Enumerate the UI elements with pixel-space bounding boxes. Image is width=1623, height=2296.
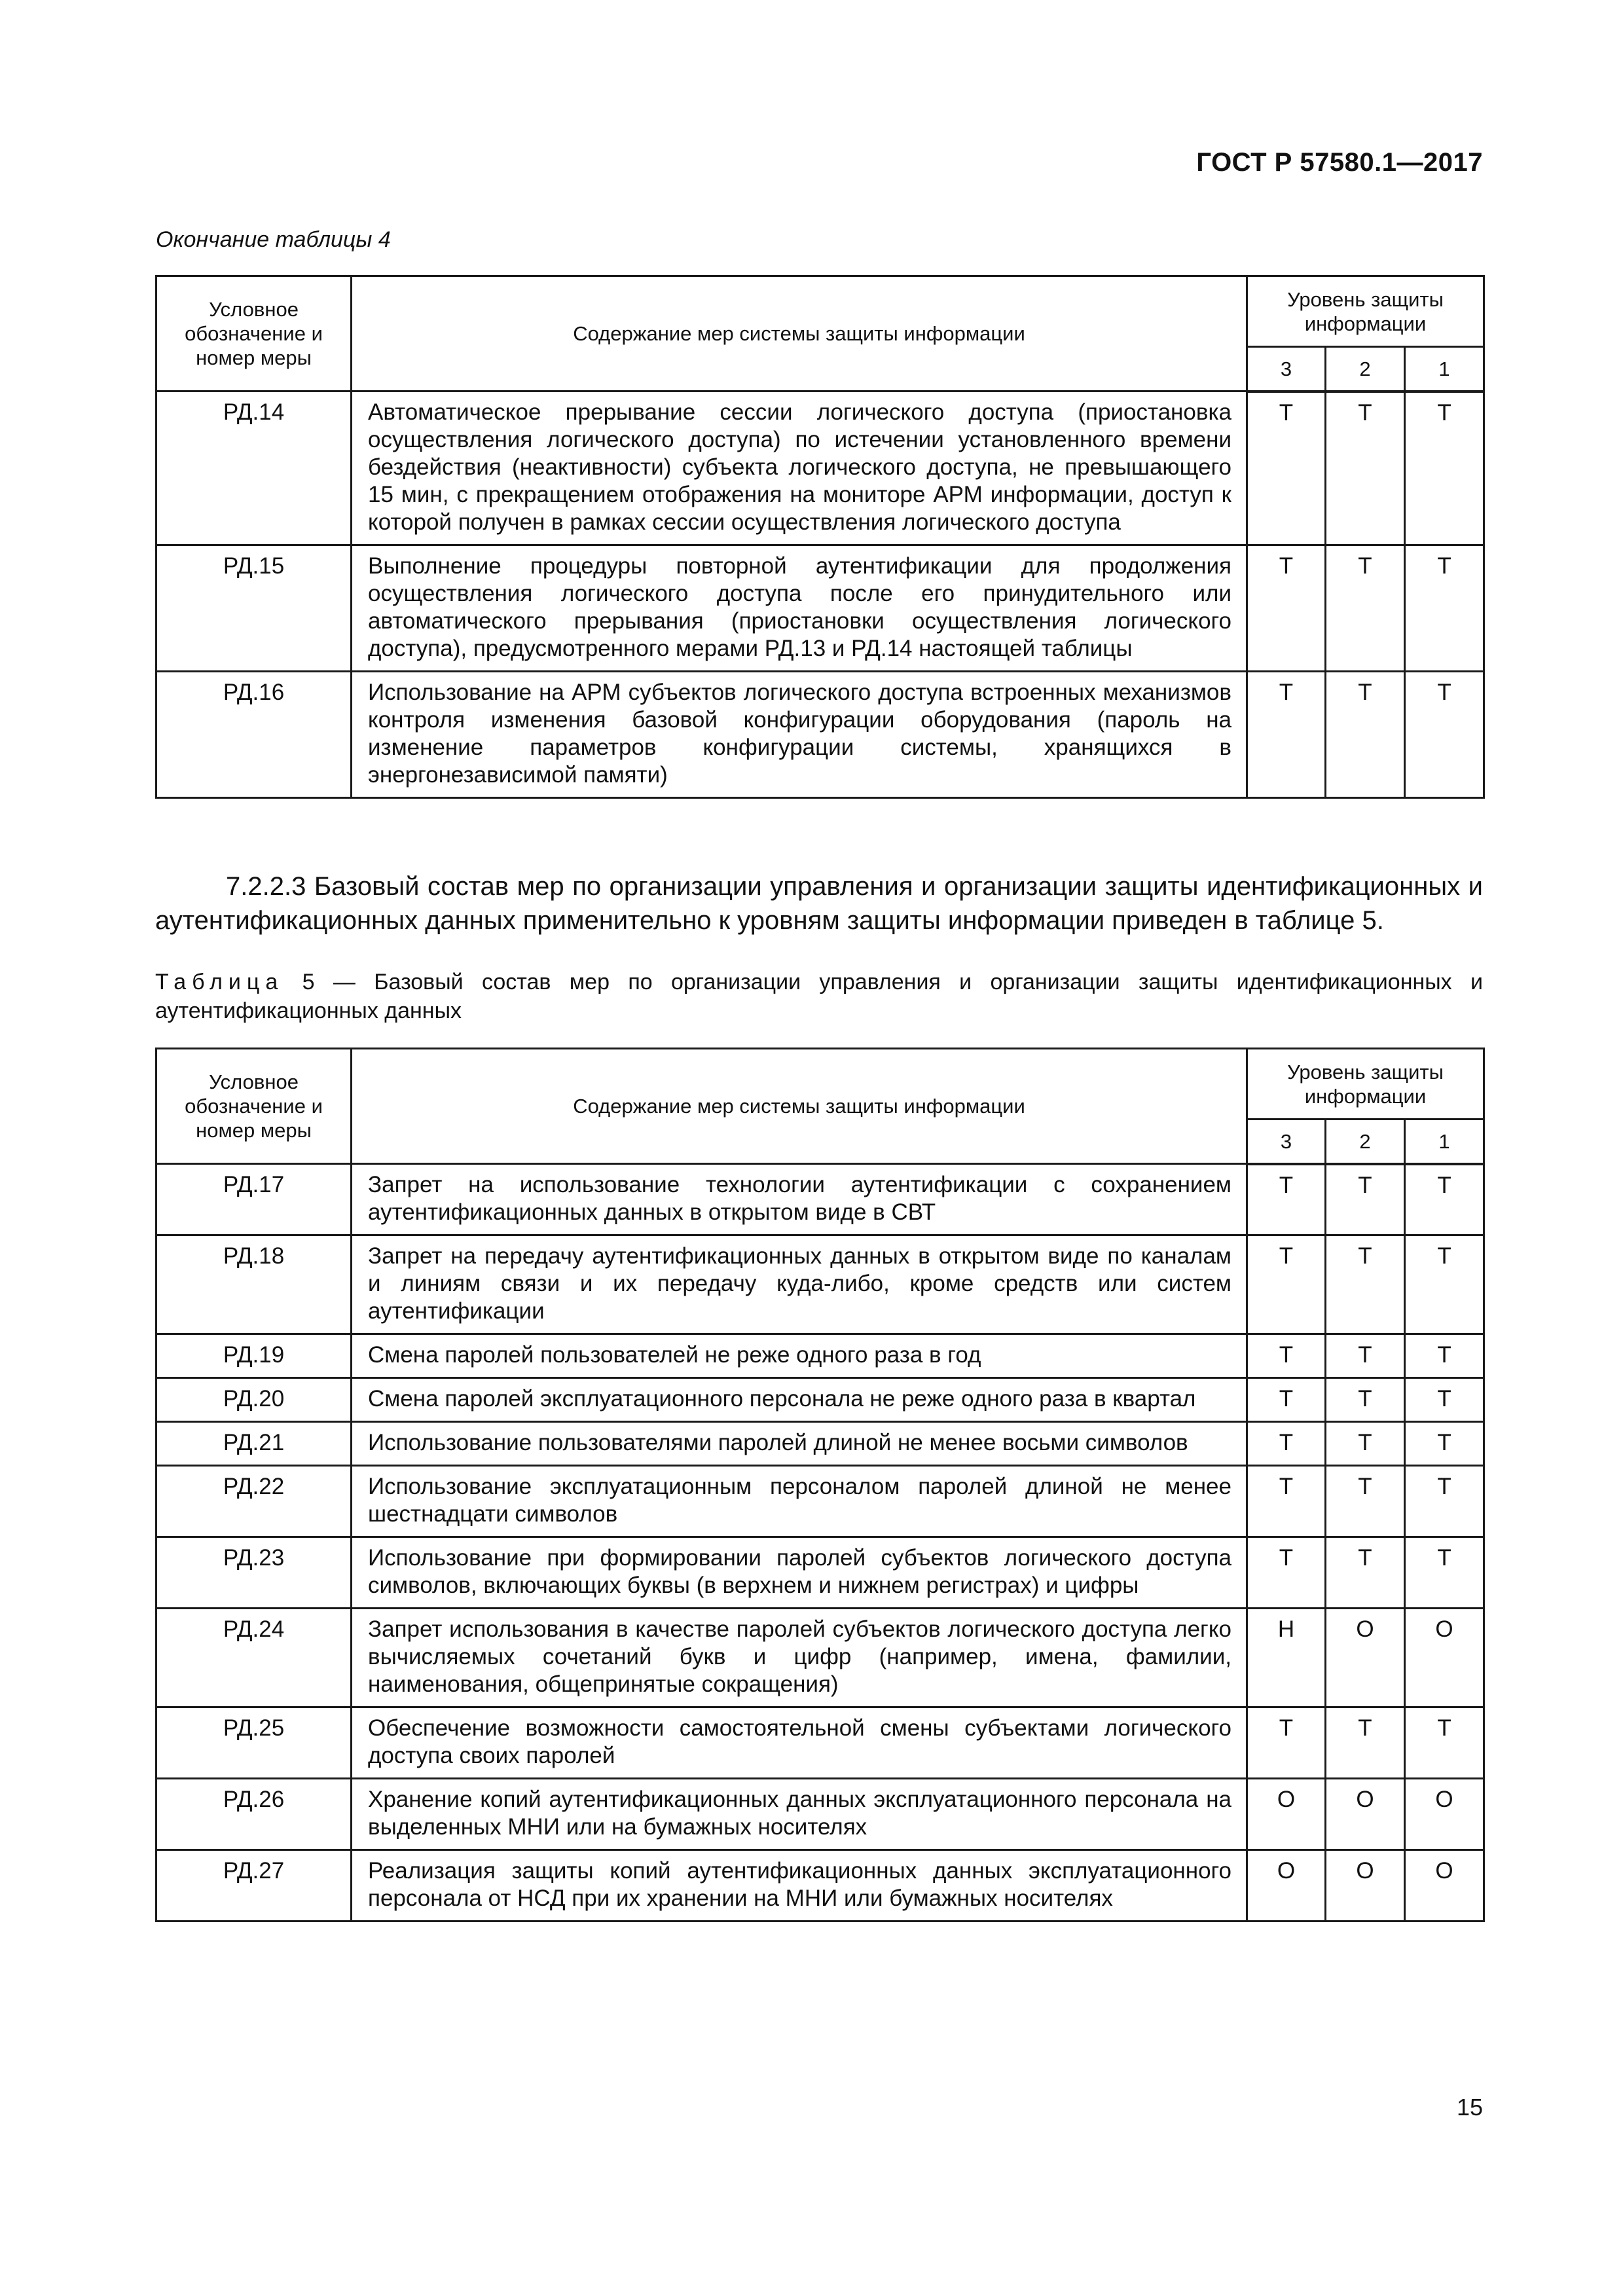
table4-body: [156, 392, 1484, 798]
level-3-value: Т: [1247, 545, 1326, 672]
table-row: [156, 1422, 1484, 1466]
level-1-value: Т: [1405, 1164, 1484, 1235]
level-2-value: Т: [1326, 1466, 1405, 1537]
measure-code: РД.15: [156, 545, 352, 672]
measure-description: Смена паролей пользователей не реже одного раза в год: [352, 1334, 1247, 1378]
table-row: [156, 1850, 1484, 1922]
level-2-value: Т: [1326, 1164, 1405, 1235]
standard-number: ГОСТ Р 57580.1—2017: [1196, 148, 1483, 177]
level-2-value: Т: [1326, 392, 1405, 545]
table-row: [156, 545, 1484, 672]
level-3-value: Т: [1247, 1334, 1326, 1378]
level-1-value: Т: [1405, 1537, 1484, 1609]
level-3-value: О: [1247, 1850, 1326, 1922]
measure-description: Использование пользователями паролей длиной не менее восьми символов: [352, 1422, 1247, 1466]
table-row: [156, 1334, 1484, 1378]
level-2-value: Т: [1326, 1334, 1405, 1378]
level-2-value: Т: [1326, 1422, 1405, 1466]
measure-description: Выполнение процедуры повторной аутентификации для продолжения осуществления логического доступа после его принудительного или автоматического прерывания (приостановки осуществления логического доступа), предусмотренного мерами РД.13 и РД.14 настоящей таблицы: [352, 545, 1247, 672]
table-row: [156, 672, 1484, 798]
measure-code: РД.23: [156, 1537, 352, 1609]
level-3-value: Т: [1247, 1164, 1326, 1235]
measure-description: Использование эксплуатационным персоналом паролей длиной не менее шестнадцати символов: [352, 1466, 1247, 1537]
level-1-value: Т: [1405, 545, 1484, 672]
level-3-value: Т: [1247, 1235, 1326, 1334]
table-row: [156, 1537, 1484, 1609]
table5-caption-label: Таблица: [155, 970, 284, 994]
page-number: 15: [1456, 2094, 1483, 2121]
table-row: [156, 1235, 1484, 1334]
header-level-2: 2: [1326, 347, 1405, 392]
level-2-value: Т: [1326, 1235, 1405, 1334]
measure-code: РД.22: [156, 1466, 352, 1537]
measure-description: Запрет на передачу аутентификационных данных в открытом виде по каналам и линиям связи и их передачу куда-либо, кроме средств или систем аутентификации: [352, 1235, 1247, 1334]
table5-caption-text: 5 — Базовый состав мер по организации управления и организации защиты идентификационных и аутентификационных данных: [155, 970, 1484, 1023]
table4: [155, 275, 1485, 799]
level-1-value: Т: [1405, 1378, 1484, 1422]
measure-code: РД.17: [156, 1164, 352, 1235]
measure-description: Запрет использования в качестве паролей субъектов логического доступа легко вычисляемых сочетаний букв и цифр (например, имена, фамилии, наименования, общепринятые сокращения): [352, 1609, 1247, 1707]
header-content: Содержание мер системы защиты информации: [352, 276, 1247, 392]
table-row: [156, 1378, 1484, 1422]
level-2-value: Т: [1326, 1378, 1405, 1422]
level-2-value: О: [1326, 1850, 1405, 1922]
level-1-value: О: [1405, 1779, 1484, 1850]
measure-description: Обеспечение возможности самостоятельной смены субъектами логического доступа своих паролей: [352, 1707, 1247, 1779]
table5-body: [156, 1164, 1484, 1922]
table-row: [156, 1164, 1484, 1235]
header-levels-group: Уровень защиты информации: [1247, 276, 1484, 347]
level-3-value: Т: [1247, 1422, 1326, 1466]
table5: [155, 1048, 1485, 1922]
level-2-value: Т: [1326, 1537, 1405, 1609]
level-1-value: Т: [1405, 1235, 1484, 1334]
measure-description: Автоматическое прерывание сессии логического доступа (приостановка осуществления логического доступа) по истечении установленного времени бездействия (неактивности) субъекта логического доступа, не превышающего 15 мин, с прекращением отображения на мониторе АРМ информации, доступ к которой получен в рамках сессии осуществления логического доступа: [352, 392, 1247, 545]
level-3-value: Т: [1247, 1707, 1326, 1779]
measure-description: Смена паролей эксплуатационного персонала не реже одного раза в квартал: [352, 1378, 1247, 1422]
level-1-value: Т: [1405, 392, 1484, 545]
section-paragraph: 7.2.2.3 Базовый состав мер по организации управления и организации защиты идентификационных и аутентификационных данных применительно к уровням защиты информации приведен в таблице 5.: [155, 872, 1483, 935]
table-row: [156, 392, 1484, 545]
level-3-value: О: [1247, 1779, 1326, 1850]
measure-description: Использование на АРМ субъектов логического доступа встроенных механизмов контроля изменения базовой конфигурации оборудования (пароль на изменение параметров конфигурации системы, хранящихся в энергонезависимой памяти): [352, 672, 1247, 798]
level-3-value: Т: [1247, 392, 1326, 545]
measure-code: РД.18: [156, 1235, 352, 1334]
level-3-value: Т: [1247, 672, 1326, 798]
table-row: [156, 1707, 1484, 1779]
level-1-value: Т: [1405, 1707, 1484, 1779]
header-content: Содержание мер системы защиты информации: [352, 1049, 1247, 1164]
table5-caption: [155, 968, 1483, 1025]
level-2-value: О: [1326, 1779, 1405, 1850]
header-level-1: 1: [1405, 347, 1484, 392]
header-level-2: 2: [1326, 1120, 1405, 1164]
table-row: [156, 1609, 1484, 1707]
measure-code: РД.19: [156, 1334, 352, 1378]
header-level-3: 3: [1247, 1120, 1326, 1164]
level-2-value: Т: [1326, 545, 1405, 672]
measure-code: РД.14: [156, 392, 352, 545]
header-levels-group: Уровень защиты информации: [1247, 1049, 1484, 1120]
header-code: Условное обозначение и номер меры: [156, 276, 352, 392]
level-3-value: Т: [1247, 1466, 1326, 1537]
level-1-value: Т: [1405, 1334, 1484, 1378]
level-3-value: Т: [1247, 1378, 1326, 1422]
header-code: Условное обозначение и номер меры: [156, 1049, 352, 1164]
level-3-value: Н: [1247, 1609, 1326, 1707]
level-1-value: О: [1405, 1850, 1484, 1922]
table4-continuation-caption: Окончание таблицы 4: [156, 227, 391, 252]
level-2-value: Т: [1326, 1707, 1405, 1779]
table-row: [156, 1466, 1484, 1537]
measure-description: Использование при формировании паролей субъектов логического доступа символов, включающих буквы (в верхнем и нижнем регистрах) и цифры: [352, 1537, 1247, 1609]
measure-code: РД.27: [156, 1850, 352, 1922]
measure-code: РД.20: [156, 1378, 352, 1422]
level-3-value: Т: [1247, 1537, 1326, 1609]
measure-description: Реализация защиты копий аутентификационных данных эксплуатационного персонала от НСД при их хранении на МНИ или бумажных носителях: [352, 1850, 1247, 1922]
table-row: [156, 1779, 1484, 1850]
header-level-3: 3: [1247, 347, 1326, 392]
level-2-value: О: [1326, 1609, 1405, 1707]
measure-description: Запрет на использование технологии аутентификации с сохранением аутентификационных данных в открытом виде в СВТ: [352, 1164, 1247, 1235]
measure-code: РД.25: [156, 1707, 352, 1779]
level-2-value: Т: [1326, 672, 1405, 798]
level-1-value: Т: [1405, 672, 1484, 798]
measure-code: РД.26: [156, 1779, 352, 1850]
measure-code: РД.24: [156, 1609, 352, 1707]
measure-code: РД.21: [156, 1422, 352, 1466]
measure-code: РД.16: [156, 672, 352, 798]
measure-description: Хранение копий аутентификационных данных эксплуатационного персонала на выделенных МНИ или на бумажных носителях: [352, 1779, 1247, 1850]
level-1-value: Т: [1405, 1466, 1484, 1537]
level-1-value: О: [1405, 1609, 1484, 1707]
level-1-value: Т: [1405, 1422, 1484, 1466]
header-level-1: 1: [1405, 1120, 1484, 1164]
